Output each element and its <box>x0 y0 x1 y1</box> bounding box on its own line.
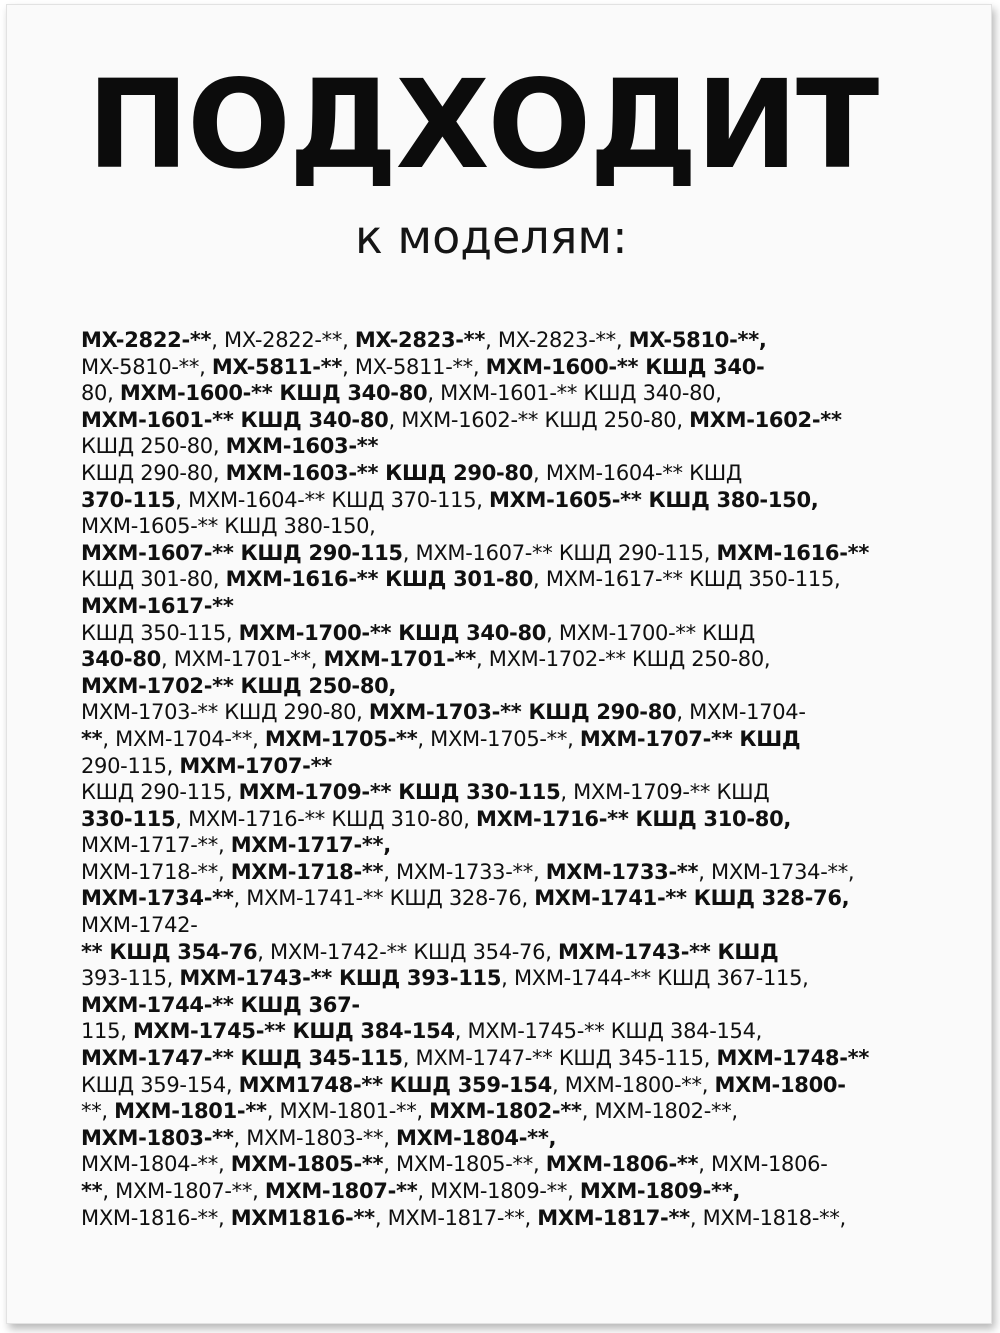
model-line: КШД 359-154, MXM1748-** КШД 359-154, MXM-1800-**, MXM-1800- <box>81 1072 846 1097</box>
model-line: MXM-1803-**, MXM-1803-**, MXM-1804-**, <box>81 1125 557 1150</box>
model-line: MXM-1605-** КШД 380-150, <box>81 514 376 539</box>
model-line: 115, MXM-1745-** КШД 384-154, MXM-1745-** КШД 384-154, <box>81 1019 763 1044</box>
model-line: 340-80, MXM-1701-**, MXM-1701-**, MXM-1702-** КШД 250-80, <box>81 647 771 672</box>
model-line: MXM-1703-** КШД 290-80, MXM-1703-** КШД 290-80, MXM-1704- <box>81 700 806 725</box>
model-line: 290-115, MXM-1707-** <box>81 753 332 778</box>
model-line: ** КШД 354-76, MXM-1742-** КШД 354-76, MXM-1743-** КШД <box>81 939 779 964</box>
model-line: 80, MXM-1600-** КШД 340-80, MXM-1601-** КШД 340-80, <box>81 381 722 406</box>
model-line: MXM-1601-** КШД 340-80, MXM-1602-** КШД 250-80, MXM-1602-** <box>81 407 842 432</box>
headline: ПОДХОДИТ <box>87 54 878 196</box>
model-line: КШД 350-115, MXM-1700-** КШД 340-80, MXM-1700-** КШД <box>81 620 756 645</box>
model-line: КШД 301-80, MXM-1616-** КШД 301-80, MXM-1617-** КШД 350-115, <box>81 567 841 592</box>
model-line: MXM-1617-** <box>81 593 234 618</box>
model-line: MX-2822-**, MX-2822-**, MX-2823-**, MX-2823-**, MX-5810-**, <box>81 328 767 352</box>
model-line: MXM-1804-**, MXM-1805-**, MXM-1805-**, MXM-1806-**, MXM-1806- <box>81 1152 828 1177</box>
model-line: MXM-1702-** КШД 250-80, <box>81 673 397 698</box>
model-line: MXM-1747-** КШД 345-115, MXM-1747-** КШД 345-115, MXM-1748-** <box>81 1046 869 1071</box>
model-line: КШД 290-80, MXM-1603-** КШД 290-80, MXM-1604-** КШД <box>81 460 742 485</box>
model-line: MXM-1744-** КШД 367- <box>81 992 360 1017</box>
model-line: 330-115, MXM-1716-** КШД 310-80, MXM-1716-** КШД 310-80, <box>81 806 792 831</box>
compatible-models-list <box>81 327 981 1231</box>
model-line: 393-115, MXM-1743-** КШД 393-115, MXM-1744-** КШД 367-115, <box>81 966 809 991</box>
model-line: КШД 250-80, MXM-1603-** <box>81 434 379 459</box>
model-line: 370-115, MXM-1604-** КШД 370-115, MXM-1605-** КШД 380-150, <box>81 487 819 512</box>
subheadline: к моделям: <box>355 210 628 264</box>
model-line: MXM-1718-**, MXM-1718-**, MXM-1733-**, MXM-1733-**, MXM-1734-**, <box>81 859 855 884</box>
model-line: MXM-1742- <box>81 913 198 938</box>
model-line: MX-5810-**, MX-5811-**, MX-5811-**, MXM-1600-** КШД 340- <box>81 354 765 379</box>
model-line: MXM-1607-** КШД 290-115, MXM-1607-** КШД 290-115, MXM-1616-** <box>81 540 869 565</box>
model-line: MXM-1717-**, MXM-1717-**, <box>81 833 391 858</box>
model-line: **, MXM-1801-**, MXM-1801-**, MXM-1802-**, MXM-1802-**, <box>81 1099 738 1124</box>
model-line: **, MXM-1807-**, MXM-1807-**, MXM-1809-**, MXM-1809-**, <box>81 1179 741 1203</box>
model-line: MXM-1816-**, MXM1816-**, MXM-1817-**, MXM-1817-**, MXM-1818-**, <box>81 1205 846 1230</box>
model-line: MXM-1734-**, MXM-1741-** КШД 328-76, MXM-1741-** КШД 328-76, <box>81 886 850 911</box>
model-line: **, MXM-1704-**, MXM-1705-**, MXM-1705-**, MXM-1707-** КШД <box>81 726 801 751</box>
product-card <box>6 4 992 1324</box>
model-line: КШД 290-115, MXM-1709-** КШД 330-115, MXM-1709-** КШД <box>81 780 770 805</box>
